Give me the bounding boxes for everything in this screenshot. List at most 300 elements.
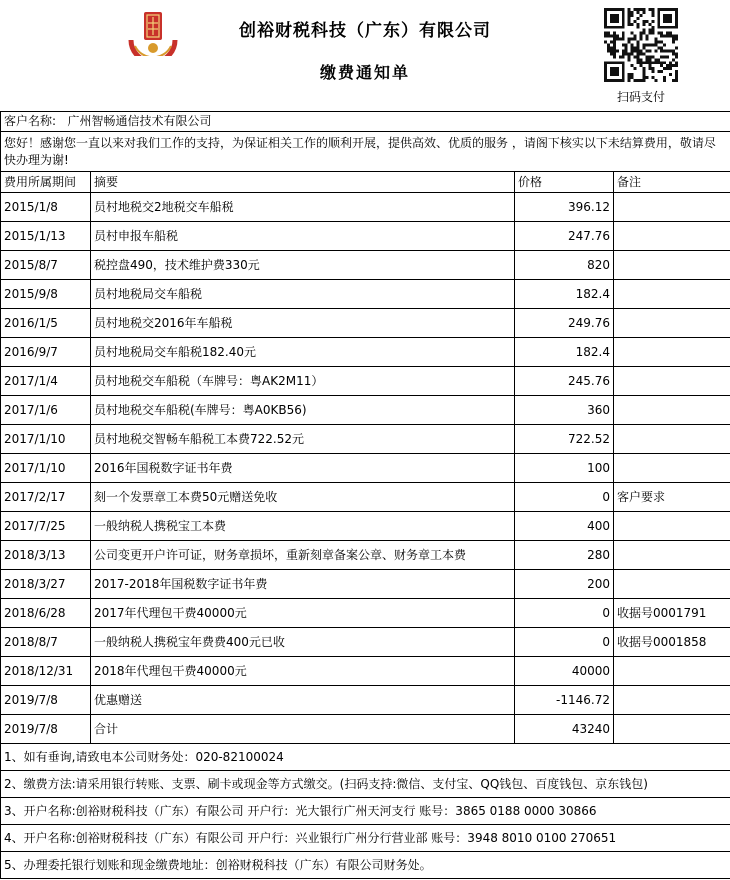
qr-module (648, 23, 651, 26)
note-row (1, 852, 730, 879)
row-price: 40000 (515, 657, 614, 686)
row-summary: 公司变更开户许可证，财务章损坏，重新刻章备案公章、财务章工本费 (91, 541, 515, 570)
row-summary: 一般纳税人携税宝年费费400元已收 (91, 628, 515, 657)
qr-module (645, 76, 648, 79)
qr-module (631, 73, 634, 76)
fee-table (0, 111, 730, 879)
row-period: 2017/2/17 (1, 483, 91, 512)
qr-module (642, 20, 645, 23)
qr-module (613, 41, 616, 44)
note-row (1, 798, 730, 825)
qr-module (666, 32, 669, 35)
qr-module (607, 35, 610, 38)
row-summary: 员村地税交车船税(车牌号：粤A0KB56) (91, 396, 515, 425)
qr-module (610, 46, 613, 49)
greeting-text: 您好！感谢您一直以来对我们工作的支持，为保证相关工作的顺利开展，提供高效、优质的服务 ，请阁下核实以下未结算费用，敬请尽快办理为谢! (1, 132, 730, 172)
qr-module (651, 14, 654, 17)
row-summary: 2018年代理包干费40000元 (91, 657, 515, 686)
row-remark (614, 251, 730, 280)
table-header-row (1, 172, 730, 193)
table-row (1, 657, 730, 686)
qr-module (669, 61, 672, 64)
qr-module (645, 49, 648, 52)
row-period: 2016/1/5 (1, 309, 91, 338)
qr-module (675, 79, 678, 82)
qr-module (660, 46, 663, 49)
qr-module (660, 32, 663, 35)
qr-module (631, 32, 634, 35)
row-price: 43240 (515, 715, 614, 744)
qr-module (672, 41, 675, 44)
row-remark (614, 454, 730, 483)
qr-module (669, 32, 672, 35)
qr-module (648, 58, 651, 61)
qr-module (628, 8, 631, 11)
qr-module (660, 64, 663, 67)
qr-module (651, 67, 654, 70)
qr-module (654, 61, 657, 64)
header-price: 价格 (515, 172, 614, 193)
row-summary: 员村地税交智畅车船税工本费722.52元 (91, 425, 515, 454)
row-period: 2015/8/7 (1, 251, 91, 280)
row-summary: 员村申报车船税 (91, 222, 515, 251)
qr-module (642, 76, 645, 79)
qr-module (648, 8, 651, 11)
qr-module (613, 46, 616, 49)
qr-module (625, 44, 628, 47)
note-text: 5、办理委托银行划账和现金缴费地址：创裕财税科技（广东）有限公司财务处。 (1, 852, 730, 879)
qr-module (675, 52, 678, 55)
qr-module (628, 73, 631, 76)
row-price: 0 (515, 483, 614, 512)
qr-module (672, 52, 675, 55)
row-summary: 员村地税交车船税（车牌号：粤AK2M11） (91, 367, 515, 396)
qr-module (613, 44, 616, 47)
qr-module (637, 11, 640, 14)
row-summary: 2017-2018年国税数字证书年费 (91, 570, 515, 599)
qr-module (651, 32, 654, 35)
qr-module (645, 61, 648, 64)
row-price: 0 (515, 628, 614, 657)
table-row (1, 309, 730, 338)
header-remark: 备注 (614, 172, 730, 193)
qr-module (669, 67, 672, 70)
row-period: 2019/7/8 (1, 686, 91, 715)
qr-module (616, 49, 619, 52)
qr-module (631, 11, 634, 14)
qr-module (657, 58, 660, 61)
payment-qr-code[interactable] (604, 8, 678, 82)
row-price: 247.76 (515, 222, 614, 251)
row-price: 360 (515, 396, 614, 425)
qr-module (657, 61, 660, 64)
qr-module (637, 49, 640, 52)
row-summary: 员村地税交2016年车船税 (91, 309, 515, 338)
row-remark: 收据号0001858 (614, 628, 730, 657)
table-row (1, 599, 730, 628)
qr-module (613, 49, 616, 52)
qr-module (634, 55, 637, 58)
document-title: 缴费通知单 (319, 63, 410, 82)
row-price: 200 (515, 570, 614, 599)
qr-module (607, 46, 610, 49)
qr-module (675, 76, 678, 79)
qr-module (654, 38, 657, 41)
qr-module (604, 41, 607, 44)
qr-module (625, 52, 628, 55)
qr-module (642, 61, 645, 64)
qr-module (645, 20, 648, 23)
table-row (1, 512, 730, 541)
row-summary: 员村地税局交车船税182.40元 (91, 338, 515, 367)
qr-module (631, 44, 634, 47)
row-price: 182.4 (515, 338, 614, 367)
qr-module (631, 52, 634, 55)
row-period: 2016/9/7 (1, 338, 91, 367)
qr-module (645, 44, 648, 47)
qr-module (657, 41, 660, 44)
qr-module (637, 23, 640, 26)
qr-module (631, 23, 634, 26)
qr-module (634, 67, 637, 70)
qr-module (672, 58, 675, 61)
qr-module (640, 52, 643, 55)
qr-module (657, 32, 660, 35)
qr-module (675, 35, 678, 38)
qr-module (657, 46, 660, 49)
qr-module (637, 52, 640, 55)
qr-module (642, 23, 645, 26)
qr-module (642, 67, 645, 70)
qr-module (663, 67, 666, 70)
qr-module (610, 35, 613, 38)
qr-module (640, 8, 643, 11)
qr-module (616, 35, 619, 38)
qr-module (648, 29, 651, 32)
qr-module (631, 64, 634, 67)
note-row (1, 744, 730, 771)
row-remark (614, 193, 730, 222)
qr-module (654, 41, 657, 44)
qr-module (663, 44, 666, 47)
row-period: 2019/7/8 (1, 715, 91, 744)
note-text: 3、开户名称:创裕财税科技（广东）有限公司 开户行：光大银行广州天河支行 账号：3865 0188 0000 30866 (1, 798, 730, 825)
row-remark (614, 512, 730, 541)
qr-module (669, 64, 672, 67)
row-price: 100 (515, 454, 614, 483)
qr-module (634, 46, 637, 49)
qr-module (628, 55, 631, 58)
row-remark (614, 541, 730, 570)
row-remark (614, 280, 730, 309)
qr-module (645, 58, 648, 61)
row-period: 2017/7/25 (1, 512, 91, 541)
qr-module (675, 64, 678, 67)
row-price: 280 (515, 541, 614, 570)
qr-module (607, 32, 610, 35)
qr-module (666, 55, 669, 58)
qr-module (634, 20, 637, 23)
header-summary: 摘要 (91, 172, 515, 193)
qr-module (660, 70, 663, 73)
qr-module (628, 58, 631, 61)
qr-module (637, 79, 640, 82)
row-price: 820 (515, 251, 614, 280)
table-row (1, 425, 730, 454)
qr-module (628, 38, 631, 41)
row-summary: 合计 (91, 715, 515, 744)
qr-module (619, 55, 622, 58)
note-row (1, 825, 730, 852)
table-row (1, 454, 730, 483)
qr-module (637, 26, 640, 29)
qr-module (660, 55, 663, 58)
row-price: 182.4 (515, 280, 614, 309)
qr-module (663, 35, 666, 38)
company-name: 创裕财税科技（广东）有限公司 (239, 21, 491, 41)
qr-module (648, 55, 651, 58)
row-summary: 税控盘490，技术维护费330元 (91, 251, 515, 280)
qr-module (637, 17, 640, 20)
table-row (1, 338, 730, 367)
qr-module (631, 76, 634, 79)
qr-module (651, 44, 654, 47)
qr-module (654, 79, 657, 82)
table-row (1, 483, 730, 512)
row-period: 2018/3/27 (1, 570, 91, 599)
qr-module (637, 44, 640, 47)
qr-module (642, 8, 645, 11)
qr-module (640, 35, 643, 38)
qr-module (628, 11, 631, 14)
qr-module (663, 14, 672, 23)
row-remark (614, 657, 730, 686)
qr-module (628, 23, 631, 26)
customer-label: 客户名称: (4, 114, 57, 128)
table-row (1, 541, 730, 570)
qr-module (654, 58, 657, 61)
qr-module (651, 29, 654, 32)
qr-module (663, 76, 666, 79)
qr-module (642, 46, 645, 49)
document-header (0, 0, 730, 110)
qr-module (642, 70, 645, 73)
qr-module (631, 38, 634, 41)
qr-module (660, 61, 663, 64)
qr-module (610, 67, 619, 76)
row-summary: 优惠赠送 (91, 686, 515, 715)
qr-module (613, 35, 616, 38)
qr-module (651, 76, 654, 79)
table-row (1, 193, 730, 222)
qr-module (610, 52, 613, 55)
customer-row (1, 112, 730, 132)
customer-name: 广州智畅通信技术有限公司 (67, 114, 212, 128)
qr-module (651, 11, 654, 14)
row-price: 722.52 (515, 425, 614, 454)
qr-module (645, 35, 648, 38)
qr-module (651, 70, 654, 73)
qr-module (642, 79, 645, 82)
row-remark (614, 570, 730, 599)
row-summary: 一般纳税人携税宝工本费 (91, 512, 515, 541)
qr-module (672, 64, 675, 67)
row-period: 2018/6/28 (1, 599, 91, 628)
qr-module (631, 46, 634, 49)
row-remark (614, 367, 730, 396)
qr-module (642, 11, 645, 14)
greeting-row (1, 132, 730, 172)
qr-module (628, 76, 631, 79)
qr-module (640, 49, 643, 52)
qr-module (666, 49, 669, 52)
qr-module (675, 73, 678, 76)
qr-module (675, 55, 678, 58)
row-period: 2015/1/8 (1, 193, 91, 222)
qr-module (663, 55, 666, 58)
row-summary: 刻一个发票章工本费50元赠送免收 (91, 483, 515, 512)
note-row (1, 771, 730, 798)
row-period: 2018/3/13 (1, 541, 91, 570)
qr-module (613, 52, 616, 55)
qr-module (622, 55, 625, 58)
qr-module (607, 44, 610, 47)
qr-module (672, 49, 675, 52)
row-summary: 2016年国税数字证书年费 (91, 454, 515, 483)
table-row (1, 628, 730, 657)
table-row (1, 396, 730, 425)
qr-module (660, 49, 663, 52)
qr-module (616, 38, 619, 41)
qr-module (628, 17, 631, 20)
qr-module (622, 49, 625, 52)
row-remark: 客户要求 (614, 483, 730, 512)
row-period: 2018/12/31 (1, 657, 91, 686)
row-period: 2017/1/6 (1, 396, 91, 425)
qr-module (642, 32, 645, 35)
qr-module (666, 35, 669, 38)
qr-module (651, 55, 654, 58)
qr-module (645, 38, 648, 41)
qr-module (672, 35, 675, 38)
row-price: -1146.72 (515, 686, 614, 715)
qr-module (610, 49, 613, 52)
qr-module (604, 35, 607, 38)
qr-module (648, 44, 651, 47)
qr-module (637, 41, 640, 44)
table-row (1, 280, 730, 309)
qr-module (628, 20, 631, 23)
qr-module (628, 41, 631, 44)
qr-module (622, 35, 625, 38)
qr-module (625, 46, 628, 49)
qr-module (622, 32, 625, 35)
qr-caption: 扫码支付 (616, 90, 665, 104)
qr-module (663, 49, 666, 52)
row-period: 2015/9/8 (1, 280, 91, 309)
qr-module (672, 38, 675, 41)
row-price: 245.76 (515, 367, 614, 396)
row-remark (614, 686, 730, 715)
qr-module (613, 55, 616, 58)
qr-module (648, 67, 651, 70)
qr-module (666, 67, 669, 70)
qr-module (654, 44, 657, 47)
row-period: 2018/8/7 (1, 628, 91, 657)
row-summary: 2017年代理包干费40000元 (91, 599, 515, 628)
qr-module (648, 61, 651, 64)
qr-module (640, 38, 643, 41)
qr-module (642, 52, 645, 55)
qr-module (631, 49, 634, 52)
qr-module (634, 8, 637, 11)
qr-module (622, 52, 625, 55)
table-row (1, 222, 730, 251)
table-row (1, 367, 730, 396)
row-summary: 员村地税局交车船税 (91, 280, 515, 309)
qr-module (640, 79, 643, 82)
header-period: 费用所属期间 (1, 172, 91, 193)
qr-module (637, 58, 640, 61)
qr-module (610, 41, 613, 44)
qr-module (642, 73, 645, 76)
qr-module (628, 79, 631, 82)
row-price: 400 (515, 512, 614, 541)
qr-module (654, 49, 657, 52)
qr-module (651, 8, 654, 11)
qr-module (637, 46, 640, 49)
row-summary: 员村地税交2地税交车船税 (91, 193, 515, 222)
qr-module (648, 64, 651, 67)
row-remark: 收据号0001791 (614, 599, 730, 628)
qr-module (642, 29, 645, 32)
row-price: 396.12 (515, 193, 614, 222)
qr-module (669, 35, 672, 38)
customer-cell (1, 112, 730, 132)
qr-module (675, 46, 678, 49)
qr-module (640, 61, 643, 64)
qr-module (651, 61, 654, 64)
qr-module (669, 73, 672, 76)
qr-module (634, 38, 637, 41)
qr-module (640, 58, 643, 61)
qr-module (663, 79, 666, 82)
row-remark (614, 425, 730, 454)
qr-module (607, 49, 610, 52)
qr-module (657, 70, 660, 73)
qr-module (622, 38, 625, 41)
qr-module (628, 52, 631, 55)
row-remark (614, 222, 730, 251)
qr-module (640, 14, 643, 17)
qr-module (675, 70, 678, 73)
note-text: 2、缴费方法:请采用银行转账、支票、刷卡或现金等方式缴交。(扫码支持:微信、支付宝、QQ钱包、百度钱包、京东钱包) (1, 771, 730, 798)
qr-module (610, 14, 619, 23)
table-row (1, 686, 730, 715)
qr-module (669, 49, 672, 52)
qr-module (628, 14, 631, 17)
qr-module (613, 32, 616, 35)
qr-module (619, 38, 622, 41)
row-period: 2017/1/10 (1, 425, 91, 454)
qr-module (640, 64, 643, 67)
row-period: 2017/1/10 (1, 454, 91, 483)
qr-module (675, 38, 678, 41)
qr-module (675, 61, 678, 64)
qr-module (648, 49, 651, 52)
qr-module (663, 61, 666, 64)
table-row (1, 715, 730, 744)
